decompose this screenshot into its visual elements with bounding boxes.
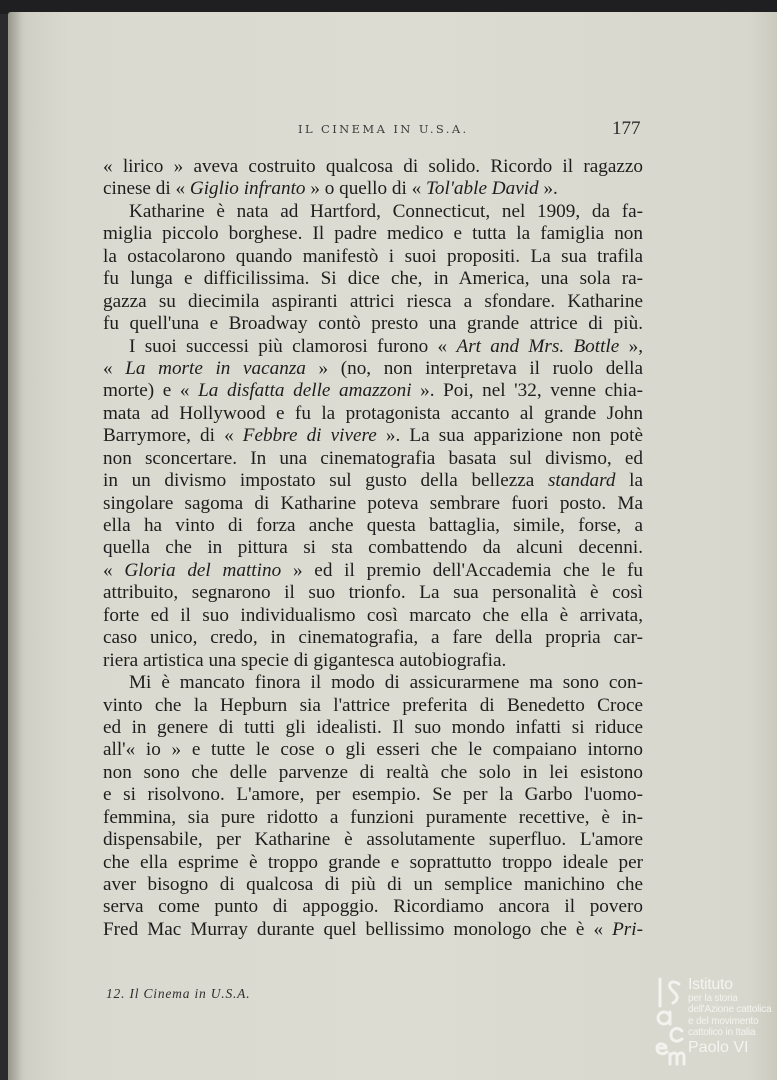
text-line: forte ed il suo individualismo così marcato che ella è arrivata,: [103, 604, 643, 626]
text-line: morte) e « La disfatta delle amazzoni ». Poi, nel '32, venne chia-: [103, 380, 643, 402]
text-line: in un divismo impostato sul gusto della bellezza standard la: [103, 470, 643, 492]
isacem-watermark: [652, 976, 774, 1066]
text-line: attribuito, segnarono il suo trionfo. La sua personalità è così: [103, 582, 643, 604]
text-line: dispensabile, per Katharine è assolutamente superfluo. L'amore: [103, 829, 643, 851]
signature-mark: 12. Il Cinema in U.S.A.: [106, 986, 251, 1001]
text-line: « Gloria del mattino » ed il premio dell'Accademia che le fu: [103, 559, 644, 581]
text-line: « lirico » aveva costruito qualcosa di solido. Ricordo il ragazzo: [103, 156, 643, 177]
text-line: « La morte in vacanza » (no, non interpretava il ruolo della: [103, 357, 643, 379]
text-line: ella ha vinto di forza anche questa battaglia, simile, forse, a: [103, 515, 643, 536]
text-line: che ella esprime è troppo grande e soprattutto troppo ideale per: [103, 851, 643, 873]
text-line: non sono che delle parvenze di realtà che solo in lei esistono: [103, 761, 643, 783]
page-number: 177: [612, 118, 641, 139]
text-line: Katharine è nata ad Hartford, Connecticut, nel 1909, da fa-: [129, 200, 643, 222]
text-line: quella che in pittura si sta combattendo da alcuni decenni.: [103, 537, 643, 559]
text-line: mata ad Hollywood e fu la protagonista accanto al grande John: [103, 402, 643, 424]
body-text: [103, 156, 643, 941]
watermark-pope: Paolo VI: [688, 1038, 749, 1056]
page-header: [0, 118, 777, 148]
text-line: caso unico, credo, in cinematografia, a fare della propria car-: [103, 627, 643, 649]
watermark-line: cattolico in Italia: [688, 1027, 756, 1039]
text-line: Barrymore, di « Febbre di vivere ». La sua apparizione non potè: [103, 425, 643, 447]
isacem-logo-icon: [652, 976, 686, 1066]
text-line: e si risolvono. L'amore, per esempio. Se per la Garbo l'uomo-: [103, 784, 643, 806]
watermark-line: e del movimento: [688, 1015, 759, 1027]
text-line: fu quell'una e Broadway contò presto una grande attrice di più.: [103, 313, 643, 335]
text-line: riera artistica una specie di gigantesca autobiografia.: [103, 649, 507, 671]
text-line: Fred Mac Murray durante quel bellissimo monologo che è « Pri-: [103, 918, 643, 940]
text-line: I suoi successi più clamorosi furono « Art and Mrs. Bottle »,: [129, 335, 644, 357]
watermark-line: per la storia: [688, 993, 738, 1004]
running-title: IL CINEMA IN U.S.A.: [298, 122, 469, 136]
text-line: all'« io » e tutte le cose o gli esseri che le compaiano intorno: [103, 739, 643, 761]
text-line: vinto che la Hepburn sia l'attrice preferita di Benedetto Croce: [103, 694, 643, 716]
text-line: Mi è mancato finora il modo di assicurarmene ma sono con-: [129, 672, 643, 694]
text-line: singolare sagoma di Katharine poteva sembrare fuori posto. Ma: [103, 492, 643, 514]
isacem-text: [688, 976, 774, 1056]
text-line: fu lunga e difficilissima. Si dice che, in America, una sola ra-: [103, 268, 643, 290]
text-line: gazza su diecimila aspiranti attrici riesca a sfondare. Katharine: [103, 290, 643, 312]
watermark-title: Istituto: [688, 976, 733, 993]
text-line: femmina, sia pure ridotto a funzioni puramente recettive, è in-: [103, 806, 643, 828]
text-line: miglia piccolo borghese. Il padre medico e tutta la famiglia non: [103, 223, 643, 245]
text-line: ed in genere di tutti gli idealisti. Il suo mondo infatti si riduce: [103, 716, 643, 738]
text-line: non sconcertare. In una cinematografia basata sul divismo, ed: [103, 447, 643, 469]
text-line: aver bisogno di qualcosa di più di un semplice manichino che: [103, 874, 643, 895]
text-line: la ostacolarono quando manifestò i suoi propositi. La sua trafila: [103, 245, 643, 267]
text-line: cinese di « Giglio infranto » o quello di « Tol'able David ».: [103, 178, 558, 200]
text-line: serva come punto di appoggio. Ricordiamo ancora il povero: [103, 896, 643, 918]
watermark-line: dell'Azione cattolica: [688, 1004, 772, 1016]
